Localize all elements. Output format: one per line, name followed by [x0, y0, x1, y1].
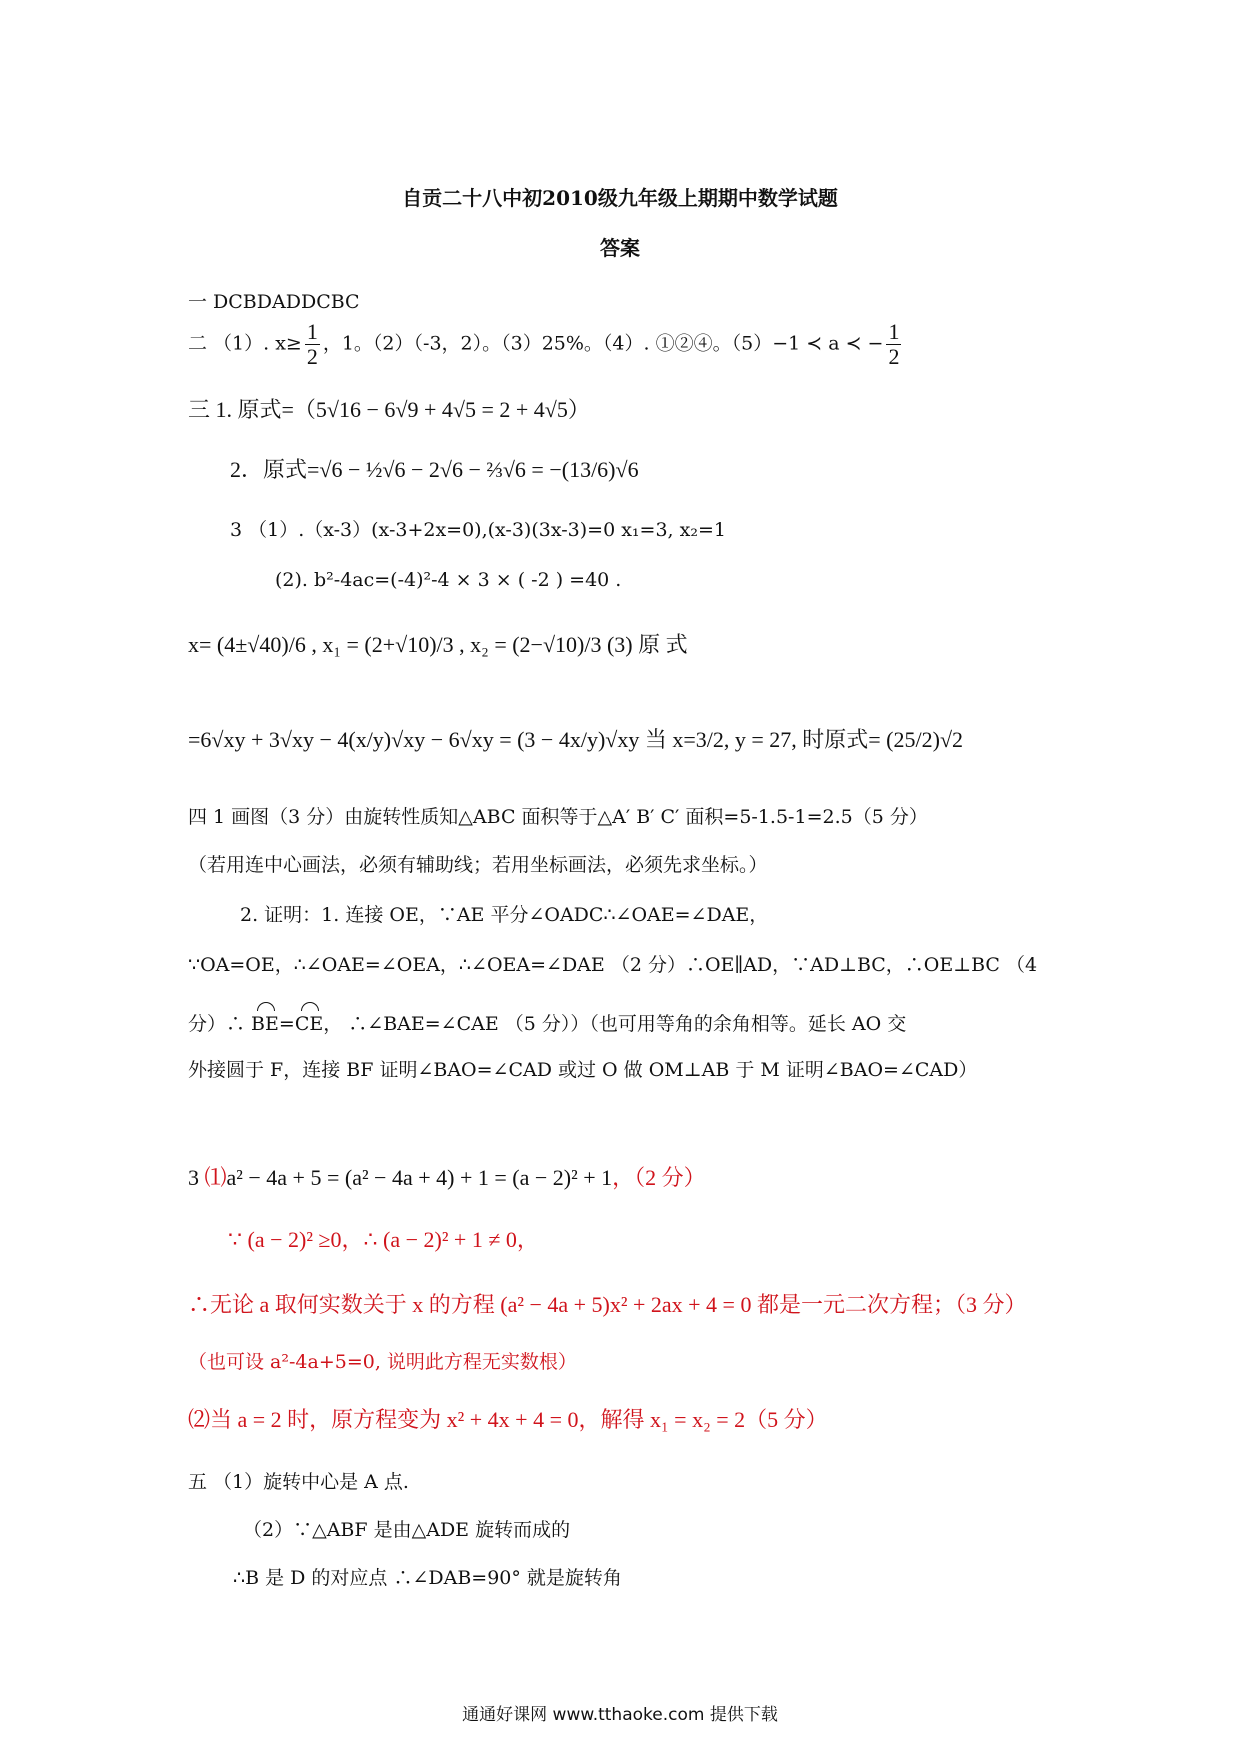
sec2-half-den: 2 [306, 344, 318, 370]
sec4-3-line1 [188, 1163, 1060, 1193]
sec5-line3: ∴B 是 D 的对应点 ∴∠DAB=90° 就是旋转角 [233, 1567, 622, 1589]
arc-ce: CE [295, 1008, 323, 1038]
sec3-q2: 2．原式=√6 − ½√6 − 2√6 − ⅔√6 = −(13/6)√6 [230, 457, 639, 482]
page-title: 自贡二十八中初2010级九年级上期期中数学试题 [402, 186, 838, 210]
sec4-3-expression: a² − 4a + 5 = (a² − 4a + 4) + 1 = (a − 2)² + 1 [226, 1165, 613, 1190]
sec4-3-line5: ⑵当 a = 2 时，原方程变为 x² + 4x + 4 = 0，解得 x₁ = x₂ = 2（5 分） [188, 1407, 828, 1432]
sec2-half-fraction [305, 320, 320, 369]
sec4-3-score: ，（2 分） [612, 1165, 706, 1190]
sec3-q1: 三 1. 原式=（5√16 − 6√9 + 4√5 = 2 + 4√5） [188, 397, 590, 422]
sec2-half-num: 1 [306, 319, 318, 344]
sec3-q3b: (2). b²-4ac=(-4)²-4 × 3 × ( -2 ) =40 . [275, 569, 622, 591]
sec2-head: 二 （1）. x≥ [188, 332, 302, 355]
sec4-3-line4: （也可设 a²-4a+5=0, 说明此方程无实数根） [188, 1351, 577, 1373]
section-1-answers: 一 DCBDADDCBC [188, 291, 360, 313]
sec4-3-line3: ∴无论 a 取何实数关于 x 的方程 (a² − 4a + 5)x² + 2ax + 4 = 0 都是一元二次方程；（3 分） [188, 1292, 1027, 1317]
page-subtitle: 答案 [600, 236, 640, 260]
sec2-end-fraction [886, 320, 901, 369]
sec4-line5-end: ， ∴∠BAE=∠CAE （5 分））（也可用等角的余角相等。延长 AO 交 [323, 1013, 907, 1035]
sec4-line2: （若用连中心画法，必须有辅助线；若用坐标画法，必须先求坐标。） [188, 854, 768, 876]
sec2-rest: ，1。（2）（-3，2）。（3）25%。（4）. ①②④。（5）−1 ≺ a ≺ − [322, 332, 884, 355]
section-2-answers [188, 320, 1060, 369]
sec4-line3: 2. 证明：1. 连接 OE，∵AE 平分∠OADC∴∠OAE=∠DAE， [240, 904, 769, 926]
sec3-q3d: =6√xy + 3√xy − 4(x/y)√xy − 6√xy = (3 − 4x/y)√xy 当 x=3/2, y = 27, 时原式= (25/2)√2 [188, 727, 964, 752]
sec4-line5-start: 分）∴ [188, 1013, 252, 1035]
sec2-end-num: 1 [888, 319, 900, 344]
sec3-q3c: x= (4±√40)/6 , x₁ = (2+√10)/3 , x₂ = (2−√10)/3 (3) 原 式 [188, 632, 688, 657]
sec2-end-den: 2 [888, 344, 900, 370]
sec4-3-part1-mark: ⑴ [204, 1165, 227, 1190]
sec4-line1: 四 1 画图（3 分）由旋转性质知△ABC 面积等于△A′ B′ C′ 面积=5-1.5-1=2.5（5 分） [188, 806, 928, 828]
arc-be: BE [251, 1008, 279, 1038]
sec4-3-num: 3 [188, 1165, 205, 1190]
arc-equal: = [278, 1013, 295, 1035]
sec3-q3a: 3 （1）.（x-3）(x-3+2x=0),(x-3)(3x-3)=0 x₁=3, x₂=1 [230, 519, 726, 541]
sec4-line4: ∵OA=OE，∴∠OAE=∠OEA，∴∠OEA=∠DAE （2 分）∴OE∥AD，∵AD⊥BC，∴OE⊥BC （4 [188, 954, 1038, 976]
sec5-line1: 五 （1）旋转中心是 A 点. [188, 1471, 409, 1493]
sec4-3-line2: ∵ (a − 2)² ≥0，∴ (a − 2)² + 1 ≠ 0， [228, 1227, 539, 1252]
footer-source: 通通好课网 www.tthaoke.com 提供下载 [462, 1705, 778, 1725]
sec4-line6: 外接圆于 F，连接 BF 证明∠BAO=∠CAD 或过 O 做 OM⊥AB 于 M 证明∠BAO=∠CAD） [188, 1059, 978, 1081]
sec4-line5 [188, 1008, 1060, 1038]
sec5-line2: （2）∵△ABF 是由△ADE 旋转而成的 [243, 1519, 571, 1541]
